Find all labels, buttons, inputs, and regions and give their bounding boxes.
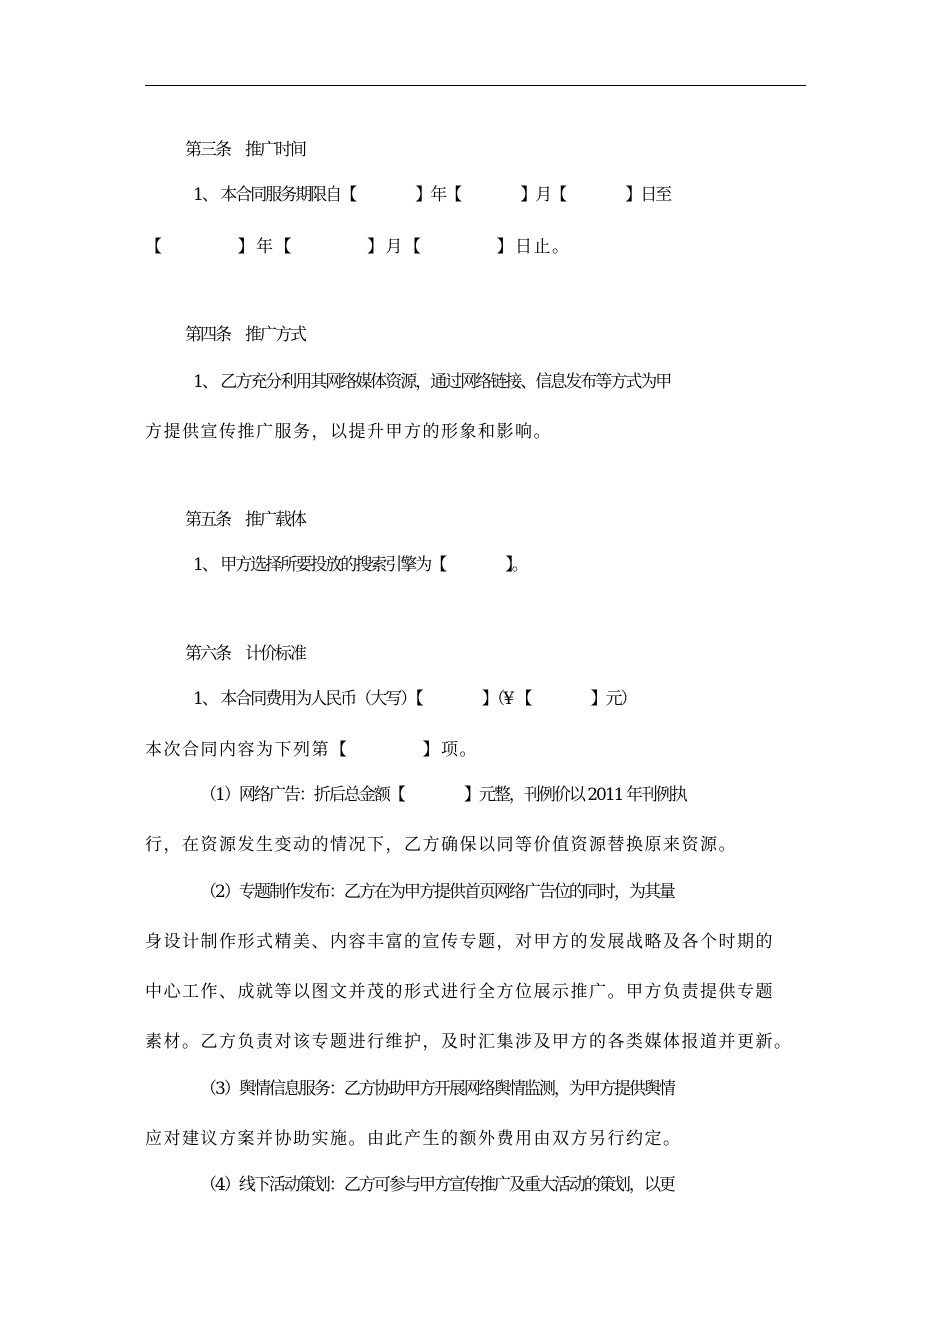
section-6-item-1-line-2: 本次合同内容为下列第【 】项。 bbox=[145, 740, 478, 760]
section-6-heading: 第六条 计价标准 bbox=[185, 644, 305, 664]
topic-paragraph-line-3: 中心工作、成就等以图文并茂的形式进行全方位展示推广。甲方负责提供专题 bbox=[145, 982, 774, 1002]
section-3-heading: 第三条 推广时间 bbox=[185, 140, 305, 160]
topic-paragraph-line-1: （2）专题制作发布：乙方在为甲方提供首页网络广告位的同时，为其量 bbox=[200, 882, 674, 902]
topic-paragraph-line-4: 素材。乙方负责对该专题进行维护，及时汇集涉及甲方的各类媒体报道并更新。 bbox=[145, 1032, 793, 1052]
section-5-heading: 第五条 推广载体 bbox=[185, 510, 305, 530]
section-3-item-1-line-1: 1、 本合同服务期限自【 】年【 】月【 】日至 bbox=[193, 185, 671, 205]
sentiment-paragraph-line-1: （3）舆情信息服务：乙方协助甲方开展网络舆情监测，为甲方提供舆情 bbox=[200, 1079, 674, 1099]
section-3-item-1-line-2: 【 】年【 】月【 】日止。 bbox=[145, 237, 571, 257]
header-rule bbox=[145, 85, 806, 86]
section-5-item-1-line-1: 1、 甲方选择所要投放的搜索引擎为【 】。 bbox=[193, 555, 527, 575]
section-6-item-1-line-1: 1、 本合同费用为人民币（大写）【 】（¥ 【 】元） bbox=[193, 689, 636, 709]
network-ad-paragraph-line-1: （1）网络广告：折后总金额【 】元整，刊例价以 2011 年刊例执 bbox=[200, 785, 686, 805]
section-4-item-1-line-2: 方提供宣传推广服务，以提升甲方的形象和影响。 bbox=[145, 422, 552, 442]
section-4-heading: 第四条 推广方式 bbox=[185, 325, 305, 345]
topic-paragraph-line-2: 身设计制作形式精美、内容丰富的宣传专题，对甲方的发展战略及各个时期的 bbox=[145, 932, 774, 952]
network-ad-paragraph-line-2: 行，在资源发生变动的情况下，乙方确保以同等价值资源替换原来资源。 bbox=[145, 835, 737, 855]
sentiment-paragraph-line-2: 应对建议方案并协助实施。由此产生的额外费用由双方另行约定。 bbox=[145, 1129, 682, 1149]
section-4-item-1-line-1: 1、 乙方充分利用其网络媒体资源，通过网络链接、信息发布等方式为甲 bbox=[193, 372, 671, 392]
offline-paragraph-line-1: （4）线下活动策划：乙方可参与甲方宣传推广及重大活动的策划，以更 bbox=[200, 1175, 674, 1195]
